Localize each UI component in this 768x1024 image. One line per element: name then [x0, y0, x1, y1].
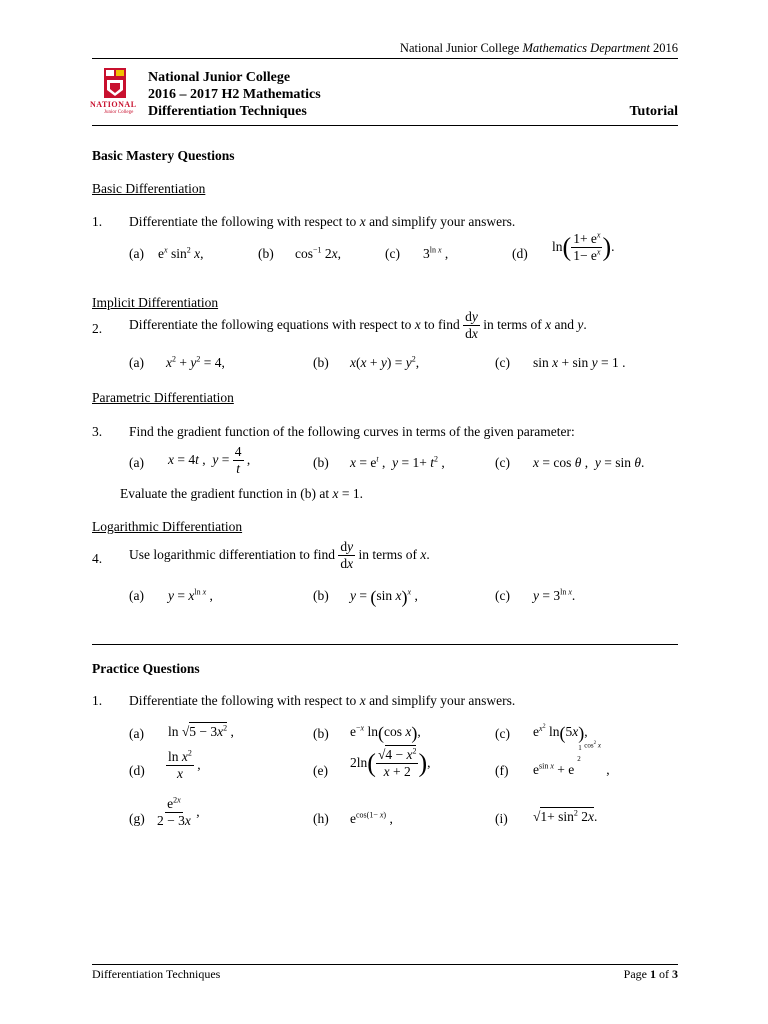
- q1-number: 1.: [92, 214, 103, 229]
- q4-expr-c: $y = 3^{ln x}$.: [533, 587, 576, 603]
- q4-expr-b: y = (sin x)$^x$ ,: [350, 586, 418, 607]
- q3-label-c: (c): [495, 455, 510, 470]
- p1-expr-a: $\ln √5 - 3x^2$ ,: [168, 723, 234, 739]
- q4-expr-a: $y = x^{ln x}$ ,: [168, 587, 213, 603]
- q3-number: 3.: [92, 424, 103, 439]
- q1-expr-c: $3^{ln x}$ ,: [423, 245, 449, 261]
- p1-expr-f: $e^{sin x} + e$ $^{1 cos^2 x 2}$ ,: [533, 740, 610, 777]
- p1-label-c: (c): [495, 726, 510, 741]
- q4-number: 4.: [92, 551, 103, 566]
- p1-expr-i: $√1+ \sin^2 2x$.: [533, 808, 598, 824]
- header-rule: [92, 58, 678, 59]
- section-divider: [92, 644, 678, 645]
- section-implicit-diff: Implicit Differentiation: [92, 295, 219, 310]
- q4-label-c: (c): [495, 588, 510, 603]
- q2-label-b: (b): [313, 355, 329, 370]
- q1-label-b: (b): [258, 246, 274, 261]
- q2-text: Differentiate the following equations with respect to x to find $\frac{dy}{dx}$ in terms of x and y.: [129, 309, 587, 342]
- section-parametric-diff: Parametric Differentiation: [92, 390, 234, 405]
- p1-label-i: (i): [495, 811, 508, 826]
- q3-expr-a: x = 4t , y = $\frac{4}{t}$ ,: [168, 444, 251, 477]
- q1-label-d: (d): [512, 246, 528, 261]
- q2-expr-a: $x^2 + y^2 = 4$,: [166, 354, 225, 370]
- q2-number: 2.: [92, 321, 103, 336]
- p1-label-e: (e): [313, 763, 328, 778]
- p1-label-a: (a): [129, 726, 144, 741]
- q4-label-b: (b): [313, 588, 329, 603]
- q1-label-a: (a): [129, 246, 144, 261]
- college-logo: [92, 66, 142, 118]
- q1-text: Differentiate the following with respect to x and simplify your answers.: [129, 214, 516, 229]
- basic-mastery-title: Basic Mastery Questions: [92, 148, 235, 163]
- q2-expr-b: $x(x + y) = y^2$,: [350, 354, 420, 370]
- p1-text: Differentiate the following with respect to x and simplify your answers.: [129, 693, 516, 708]
- p1-label-g: (g): [129, 811, 145, 826]
- p1-label-d: (d): [129, 763, 145, 778]
- running-header: National Junior College Mathematics Department 2016: [399, 41, 678, 55]
- q4-label-a: (a): [129, 588, 144, 603]
- q3-text: Find the gradient function of the following curves in terms of the given parameter:: [129, 424, 575, 439]
- p1-expr-e: 2ln( $\frac{√4 - x^2}{x + 2}$ ),: [350, 746, 431, 780]
- q1-label-c: (c): [385, 246, 400, 261]
- p1-expr-d: $\frac{\ln x^2}{x}$ ,: [168, 748, 201, 782]
- title-rule: [92, 125, 678, 126]
- q2-label-c: (c): [495, 355, 510, 370]
- q1-expr-d: ln( $\frac{1+ e^x}{1- e^x}$ ).: [552, 230, 615, 264]
- school-name: National Junior College: [148, 70, 291, 85]
- logo-wordmark: NATIONAL: [90, 100, 137, 109]
- p1-label-f: (f): [495, 763, 509, 778]
- topic-title: Differentiation Techniques: [148, 104, 307, 119]
- p1-number: 1.: [92, 693, 103, 708]
- doc-type: Tutorial: [629, 104, 678, 119]
- q3-expr-c: x = cos θ , y = sin θ.: [533, 455, 645, 470]
- q2-expr-c: sin x + sin y = 1 .: [533, 355, 626, 370]
- logo-subtext: Junior College: [104, 110, 134, 115]
- q1-expr-b: $\cos^{-1} 2x$,: [295, 245, 342, 261]
- q1-expr-a: $e^x$ $\sin^2 x$,: [158, 245, 204, 261]
- q3-evaluate: Evaluate the gradient function in (b) at x = 1.: [120, 486, 364, 501]
- q3-label-a: (a): [129, 455, 144, 470]
- footer-page: Page 1 of 3: [623, 967, 678, 981]
- course-title: 2016 – 2017 H2 Mathematics: [148, 87, 321, 102]
- q4-text: Use logarithmic differentiation to find $\frac{dy}{dx}$ in terms of x.: [129, 539, 430, 572]
- p1-expr-h: $e^{cos(1- x)}$ ,: [350, 810, 393, 826]
- section-basic-diff: Basic Differentiation: [92, 181, 206, 196]
- footer-rule: [92, 964, 678, 965]
- q3-label-b: (b): [313, 455, 329, 470]
- p1-label-h: (h): [313, 811, 329, 826]
- p1-label-b: (b): [313, 726, 329, 741]
- footer-title: Differentiation Techniques: [92, 967, 221, 981]
- q2-label-a: (a): [129, 355, 144, 370]
- q3-expr-b: $x = e^t$ , $y = 1+ t^2$ ,: [350, 454, 445, 470]
- p1-expr-g: $\frac{e^{2x}}{2 - 3x}$ ,: [157, 795, 200, 829]
- p1-expr-b: $e^{-x}$ ln(cos x),: [350, 722, 421, 743]
- section-log-diff: Logarithmic Differentiation: [92, 519, 243, 534]
- p1-expr-c: $e^{x^2}$ ln(5x),: [533, 722, 588, 743]
- practice-title: Practice Questions: [92, 661, 200, 676]
